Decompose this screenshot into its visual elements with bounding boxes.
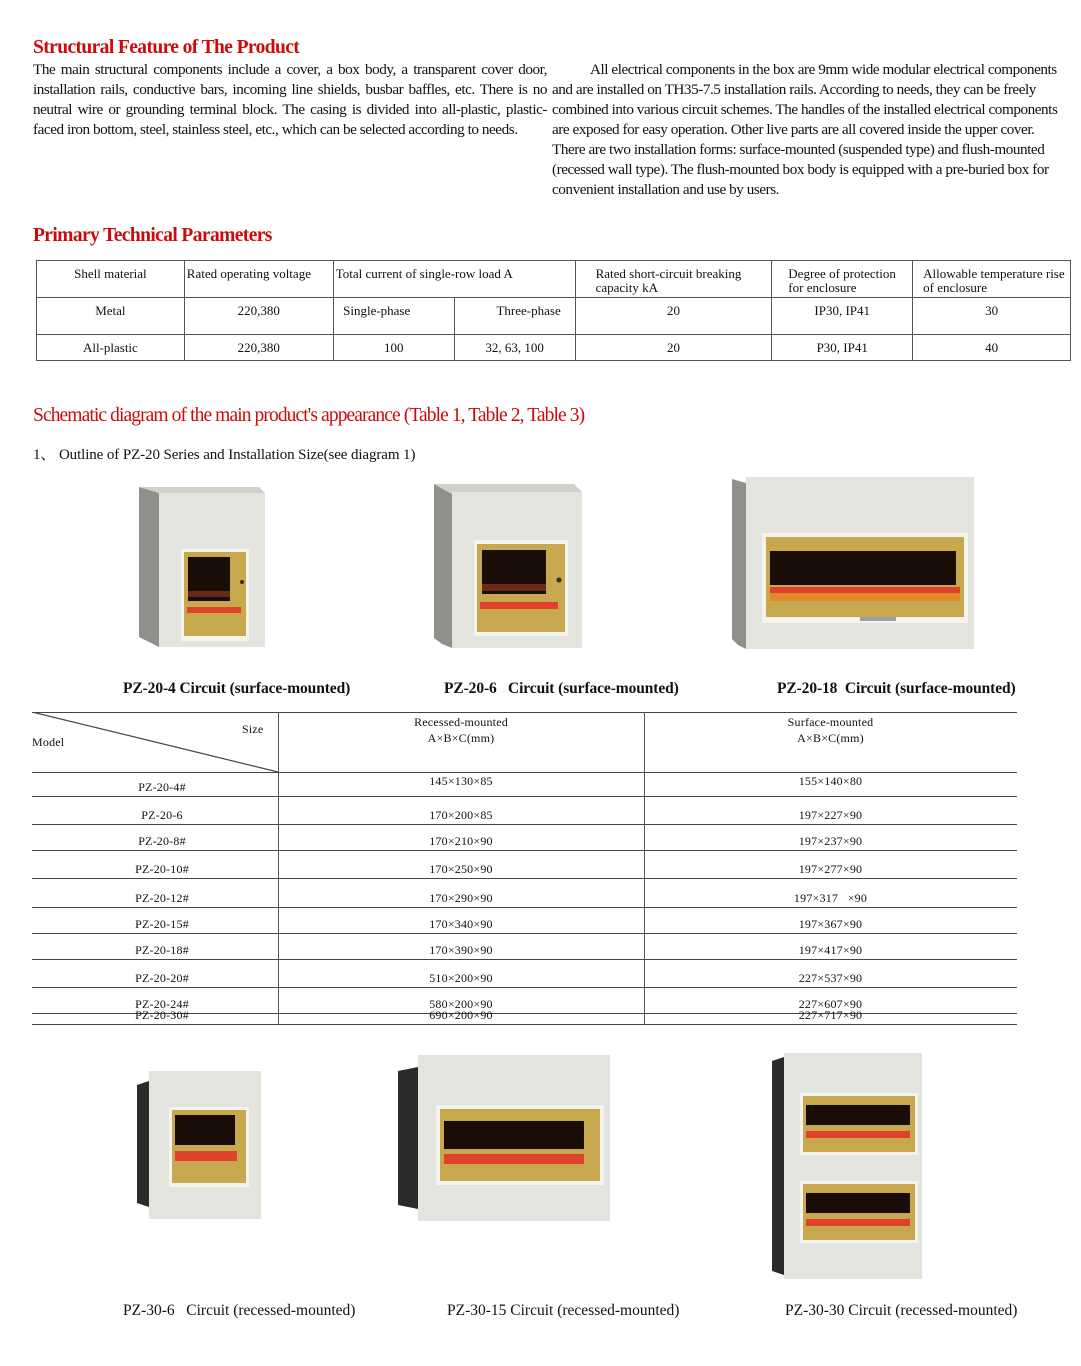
- surface-size-cell: 227×537×90: [798, 971, 863, 985]
- surface-size-cell: 197×227×90: [798, 808, 863, 822]
- surface-size-cell: 197×417×90: [798, 943, 863, 957]
- recessed-size-cell: 690×200×90: [429, 1008, 493, 1022]
- caption-pz-30-15: PZ-30-15 Circuit (recessed-mounted): [447, 1302, 680, 1319]
- cell-temperature: 40: [913, 335, 1071, 361]
- recessed-size-cell: 170×250×90: [429, 862, 493, 876]
- cell-voltage: 220,380: [184, 298, 333, 335]
- cell-three-phase-label: Three-phase: [454, 298, 575, 335]
- caption-pz-20-6: PZ-20-6 Circuit (surface-mounted): [444, 680, 679, 697]
- recessed-size-cell: 170×200×85: [429, 808, 493, 822]
- recessed-header-title: Recessed-mounted: [414, 715, 508, 729]
- caption-pz-30-6: PZ-30-6 Circuit (recessed-mounted): [123, 1302, 356, 1319]
- cell-protection: P30, IP41: [772, 335, 913, 361]
- model-cell: PZ-20-18#: [135, 943, 189, 957]
- surface-header-title: Surface-mounted: [787, 715, 874, 729]
- structural-left-paragraph: [33, 60, 547, 140]
- technical-parameters-table: [36, 260, 1071, 361]
- cell-protection: IP30, IP41: [772, 298, 913, 335]
- schematic-heading: Schematic diagram of the main product's appearance (Table 1, Table 2, Table 3): [33, 405, 585, 426]
- surface-size-cell: 155×140×80: [798, 774, 863, 788]
- header-breaking-capacity: Rated short-circuit breaking capacity kA: [575, 261, 772, 298]
- structural-right-text: All electrical components in the box are 9mm wide modular electrical components and are installed on TH35-7.5 installation rails. According to needs, they can be freely combined into various circuit schemes. The handles of the installed electrical components are exposed for easy operation. Other live parts are all covered inside the upper cover. There are two installation forms: surface-mounted (suspended type) and flush-mounted (recessed wall type). The flush-mounted box body is equipped with a pre-buried box for convenient installation and use by users.: [552, 61, 1058, 198]
- caption-pz-30-30: PZ-30-30 Circuit (recessed-mounted): [785, 1302, 1018, 1319]
- product-image-pz-30-30: [772, 1053, 922, 1279]
- recessed-size-cell: 145×130×85: [429, 774, 493, 788]
- cell-voltage: 220,380: [184, 335, 333, 361]
- model-cell: PZ-20-12#: [135, 891, 189, 905]
- model-cell: PZ-20-6: [141, 808, 183, 822]
- product-image-pz-20-6: [434, 484, 582, 648]
- table-row: [32, 959, 1017, 987]
- row-divider: [32, 1024, 1017, 1025]
- model-cell: PZ-20-15#: [135, 917, 189, 931]
- model-cell: PZ-20-24#: [135, 997, 189, 1011]
- recessed-size-cell: 170×210×90: [429, 834, 493, 848]
- surface-size-cell: 227×607×90: [798, 997, 863, 1011]
- recessed-header: [278, 714, 644, 746]
- surface-header-unit: A×B×C(mm): [797, 731, 864, 745]
- schematic-subtitle: 1、 Outline of PZ-20 Series and Installation Size(see diagram 1): [33, 447, 416, 463]
- table-row: [32, 824, 1017, 850]
- header-shell-material: Shell material: [37, 261, 185, 298]
- model-cell: PZ-20-30#: [135, 1008, 189, 1022]
- product-image-pz-30-6: [137, 1071, 261, 1219]
- cell-shell: Metal: [37, 298, 185, 335]
- product-image-pz-30-15: [398, 1055, 610, 1221]
- model-cell: PZ-20-4#: [138, 780, 186, 794]
- surface-size-cell: 197×317 ×90: [793, 891, 868, 905]
- params-row-metal: [37, 298, 1071, 335]
- header-rated-voltage: Rated operating voltage: [184, 261, 333, 298]
- surface-size-cell: 197×277×90: [798, 862, 863, 876]
- params-row-all-plastic: [37, 335, 1071, 361]
- recessed-size-cell: 170×340×90: [429, 917, 493, 931]
- params-header-row: [37, 261, 1071, 298]
- table-row: [32, 796, 1017, 824]
- model-label: Model: [32, 735, 65, 749]
- model-cell: PZ-20-8#: [138, 834, 186, 848]
- surface-size-cell: 197×237×90: [798, 834, 863, 848]
- recessed-size-cell: 580×200×90: [429, 997, 493, 1011]
- primary-params-heading: Primary Technical Parameters: [33, 225, 272, 246]
- installation-size-table: [32, 712, 1017, 1024]
- model-cell: PZ-20-20#: [135, 971, 189, 985]
- surface-size-cell: 197×367×90: [798, 917, 863, 931]
- cell-breaking: 20: [575, 298, 772, 335]
- recessed-size-cell: 170×290×90: [429, 891, 493, 905]
- model-cell: PZ-20-10#: [135, 862, 189, 876]
- product-image-pz-20-4: [139, 487, 265, 647]
- table-row: [32, 1008, 1017, 1024]
- caption-pz-20-4: PZ-20-4 Circuit (surface-mounted): [123, 680, 351, 697]
- cell-breaking: 20: [575, 335, 772, 361]
- caption-pz-20-18: PZ-20-18 Circuit (surface-mounted): [777, 680, 1016, 697]
- structural-right-paragraph: [552, 60, 1060, 200]
- recessed-header-unit: A×B×C(mm): [427, 731, 495, 745]
- surface-header: [644, 714, 1017, 746]
- cell-three-phase: 32, 63, 100: [454, 335, 575, 361]
- structural-left-text: The main structural components include a cover, a box body, a transparent cover door, installation rails, conductive bars, incoming line shields, busbar baffles, etc. There is no neutral wire or grounding terminal block. The casing is divided into all-plastic, plastic-faced iron bottom, steel, stainless steel, etc., which can be selected according to needs.: [33, 61, 547, 138]
- product-image-pz-20-18: [732, 477, 974, 649]
- header-protection: Degree of protection for enclosure: [772, 261, 913, 298]
- recessed-size-cell: 510×200×90: [429, 971, 493, 985]
- surface-size-cell: 227×717×90: [798, 1008, 863, 1022]
- header-total-current: Total current of single-row load A: [333, 261, 575, 298]
- recessed-size-cell: 170×390×90: [429, 943, 493, 957]
- cell-single-phase-label: Single-phase: [333, 298, 454, 335]
- table-row: [32, 850, 1017, 878]
- cell-single-phase: 100: [333, 335, 454, 361]
- cell-temperature: 30: [913, 298, 1071, 335]
- table-row: [32, 933, 1017, 959]
- structural-feature-heading: Structural Feature of The Product: [33, 37, 300, 58]
- cell-shell: All-plastic: [37, 335, 185, 361]
- table-row: [32, 878, 1017, 907]
- header-temperature: Allowable temperature rise of enclosure: [913, 261, 1071, 298]
- table-row: [32, 907, 1017, 933]
- size-label: Size: [242, 722, 264, 736]
- table-row: [32, 772, 1017, 796]
